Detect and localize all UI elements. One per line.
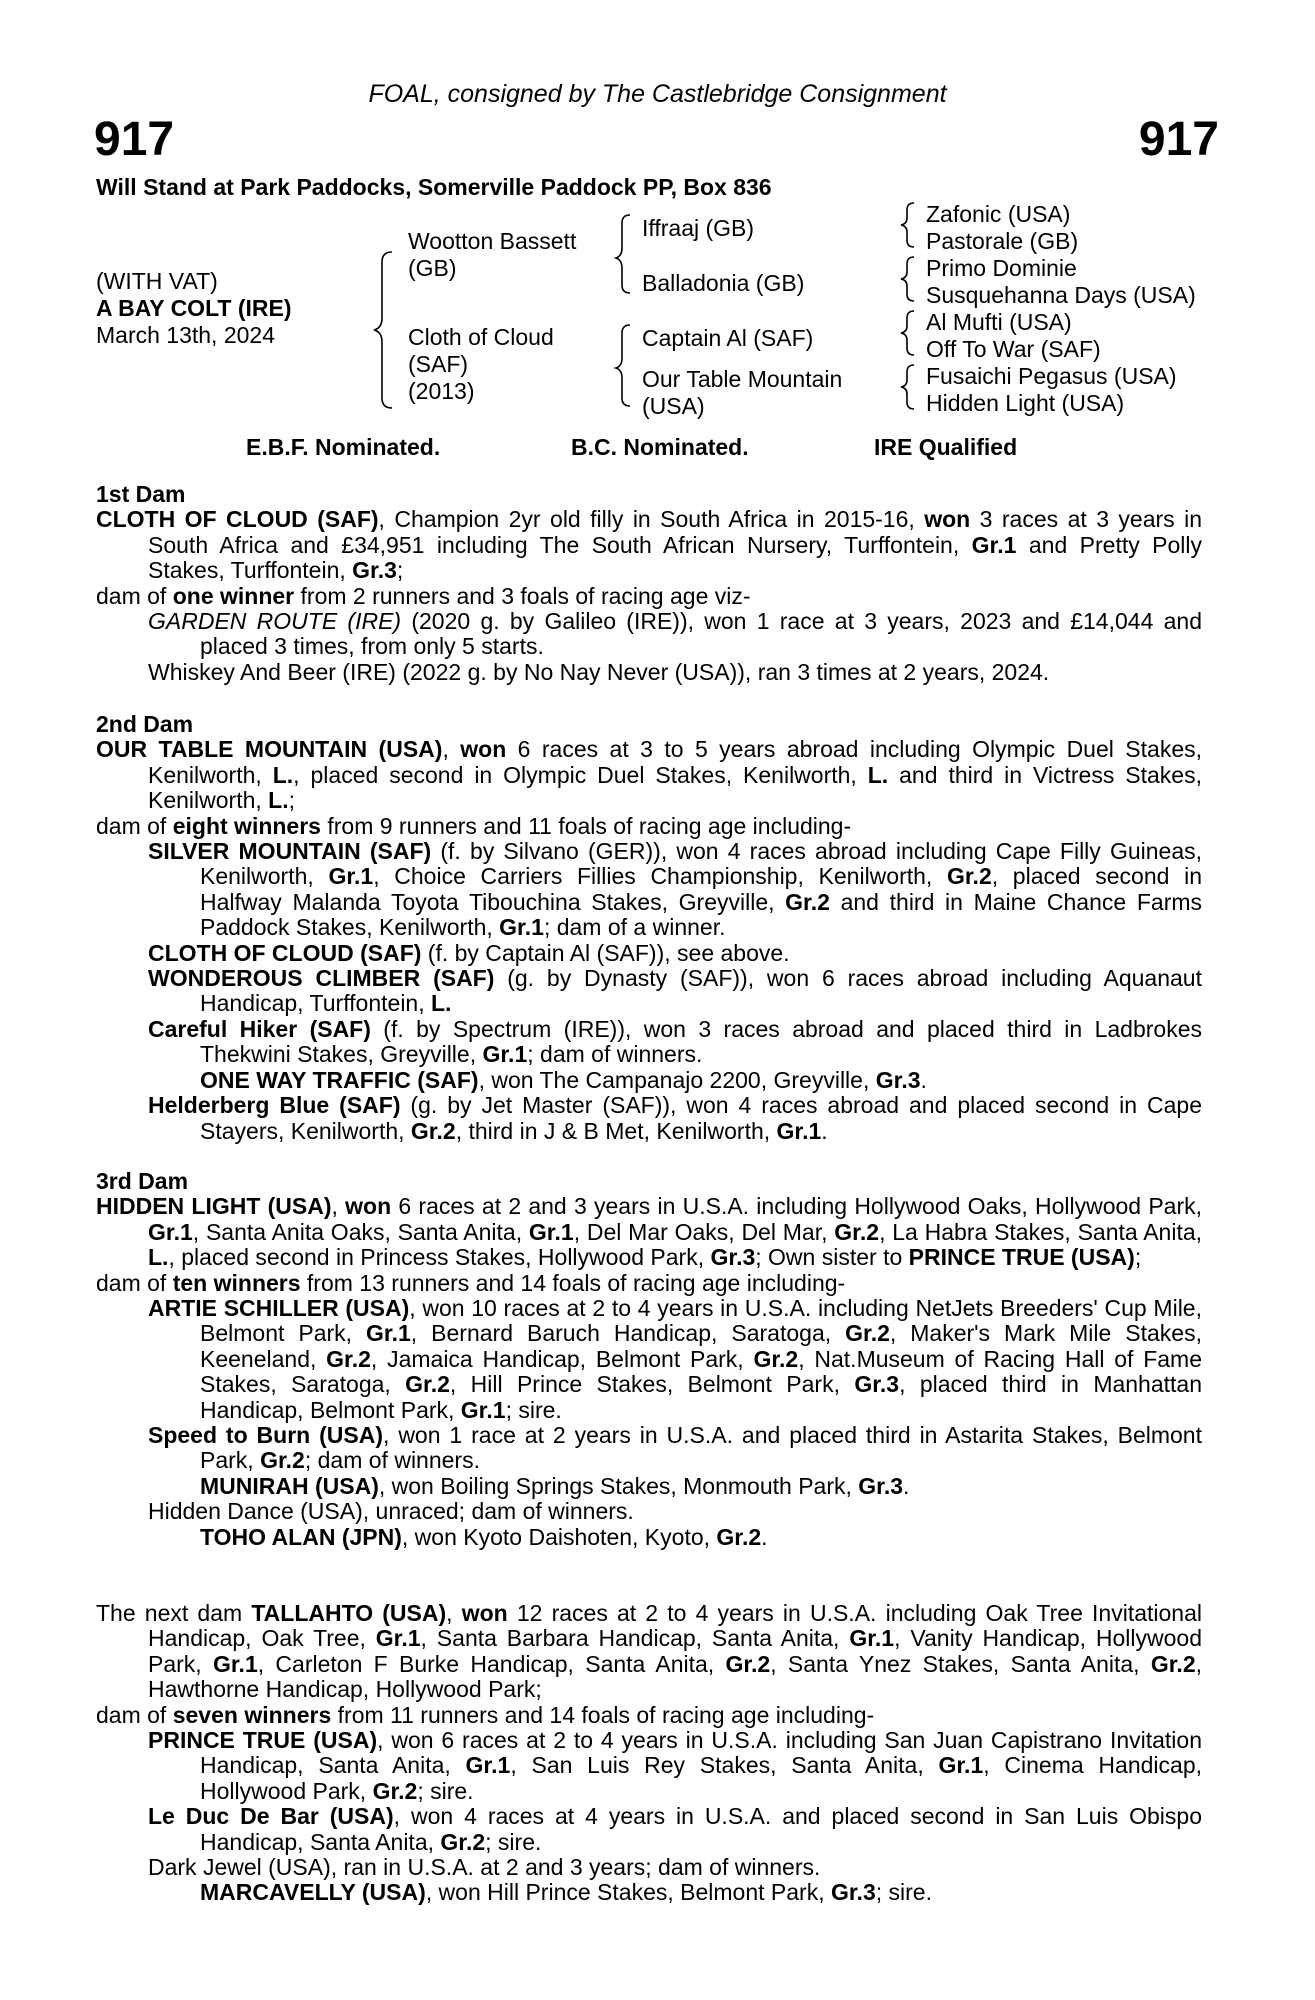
stand-location: Will Stand at Park Paddocks, Somerville Paddock PP, Box 836 [96,174,772,200]
progeny-sub-entry: TOHO ALAN (JPN), won Kyoto Daishoten, Kyoto, Gr.2. [200,1523,768,1550]
ggp-2: Pastorale (GB) [926,228,1079,254]
progeny-entry: Hidden Dance (USA), unraced; dam of winners. [148,1498,634,1525]
progeny-sub-entry: MUNIRAH (USA), won Boiling Springs Stakes, Monmouth Park, Gr.3. [200,1472,910,1499]
dam-name: Cloth of Cloud [408,324,554,350]
third-dam-section [96,1169,1202,1550]
lot-number-right: 917 [1138,113,1219,166]
consignment-line: FOAL, consigned by The Castlebridge Consignment [368,80,947,108]
dam-of-line: dam of ten winners from 13 runners and 14 foals of racing age including- [96,1269,846,1296]
progeny-sub-entry: MARCAVELLY (USA), won Hill Prince Stakes, Belmont Park, Gr.3; sire. [200,1879,932,1906]
dam-record: HIDDEN LIGHT (USA), won 6 races at 2 and 3 years in U.S.A. including Hollywood Oaks, Hollywood Park, Gr.1, Santa Anita Oaks, Santa Anita, Gr.1, Del Mar Oaks, Del Mar, Gr.2, La Habra Stakes, Santa Anita, L., placed second in Princess Stakes, Hollywood Park, Gr.3; Own sister to PRINCE TRUE (USA); [96,1193,1203,1271]
progeny-entry: Speed to Burn (USA), won 1 race at 2 years in U.S.A. and placed third in Astarita Stakes, Belmont Park, Gr.2; dam of winners. [148,1422,1202,1474]
dam-of-line: dam of eight winners from 9 runners and 11 foals of racing age including- [96,812,852,839]
ggp-4: Susquehanna Days (USA) [926,282,1196,308]
progeny-entry: ARTIE SCHILLER (USA), won 10 races at 2 to 4 years in U.S.A. including NetJets Breeders' Cup Mile, Belmont Park, Gr.1, Bernard Baruch Handicap, Saratoga, Gr.2, Maker's Mark Mile Stakes, Keeneland, Gr.2, Jamaica Handicap, Belmont Park, Gr.2, Nat.Museum of Racing Hall of Fame Stakes, Saratoga, Gr.2, Hill Prince Stakes, Belmont Park, Gr.3, placed third in Manhattan Handicap, Belmont Park, Gr.1; sire. [148,1295,1203,1423]
fourth-dam-section [96,1601,1202,1906]
horse-name: A BAY COLT (IRE) [96,295,292,321]
progeny-entry: Le Duc De Bar (USA), won 4 races at 4 years in U.S.A. and placed second in San Luis Obispo Handicap, Santa Anita, Gr.2; sire. [148,1803,1203,1855]
ebf-nomination: E.B.F. Nominated. [246,434,441,460]
progeny-entry: Dark Jewel (USA), ran in U.S.A. at 2 and 3 years; dam of winners. [148,1854,821,1881]
section-heading: 1st Dam [96,481,186,507]
sire-country: (GB) [408,255,457,281]
dam-record: CLOTH OF CLOUD (SAF), Champion 2yr old filly in South Africa in 2015-16, won 3 races at 3 years in South Africa and £34,951 including The South African Nursery, Turffontein, Gr.1 and Pretty Polly Stakes, Turffontein, Gr.3; [96,506,1203,584]
progeny-entry: Helderberg Blue (SAF) (g. by Jet Master (SAF)), won 4 races abroad and placed second in Cape Stayers, Kenilworth, Gr.2, third in J & B Met, Kenilworth, Gr.1. [148,1092,1202,1144]
ggp-8: Hidden Light (USA) [926,390,1125,416]
progeny-entry: GARDEN ROUTE (IRE) (2020 g. by Galileo (IRE)), won 1 race at 3 years, 2023 and £14,044 and placed 3 times, from only 5 starts. [148,608,1203,660]
dam-record: The next dam TALLAHTO (USA), won 12 races at 2 to 4 years in U.S.A. including Oak Tree Invitational Handicap, Oak Tree, Gr.1, Santa Barbara Handicap, Santa Anita, Gr.1, Vanity Handicap, Hollywood Park, Gr.1, Carleton F Burke Handicap, Santa Anita, Gr.2, Santa Ynez Stakes, Santa Anita, Gr.2, Hawthorne Handicap, Hollywood Park; [96,1600,1203,1703]
ggp-3: Primo Dominie [926,255,1077,281]
dam-year: (2013) [408,378,475,404]
progeny-entry: PRINCE TRUE (USA), won 6 races at 2 to 4 years in U.S.A. including San Juan Capistrano Invitation Handicap, Santa Anita, Gr.1, San Luis Rey Stakes, Santa Anita, Gr.1, Cinema Handicap, Hollywood Park, Gr.2; sire. [148,1727,1203,1804]
dam-of-line: dam of seven winners from 11 runners and 14 foals of racing age including- [96,1701,875,1728]
dam-dam-name: Our Table Mountain [642,366,843,392]
lot-number-left: 917 [94,113,175,166]
horse-dob: March 13th, 2024 [96,322,276,348]
progeny-entry: Careful Hiker (SAF) (f. by Spectrum (IRE)), won 3 races abroad and placed third in Ladbrokes Thekwini Stakes, Greyville, Gr.1; dam of winners. [148,1015,1203,1068]
section-heading: 3rd Dam [96,1168,189,1194]
dam-record: OUR TABLE MOUNTAIN (USA), won 6 races at 3 to 5 years abroad including Olympic Duel Stakes, Kenilworth, L., placed second in Olympic Duel Stakes, Kenilworth, L. and third in Victress Stakes, Kenilworth, L.; [96,736,1202,814]
ire-qualified: IRE Qualified [874,434,1018,460]
first-dam-section [96,482,1202,685]
vat-note: (WITH VAT) [96,268,218,294]
progeny-entry: CLOTH OF CLOUD (SAF) (f. by Captain Al (SAF)), see above. [148,939,790,966]
ggp-1: Zafonic (USA) [926,201,1071,227]
dam-sire: Captain Al (SAF) [642,325,814,351]
progeny-entry: Whiskey And Beer (IRE) (2022 g. by No Nay Never (USA)), ran 3 times at 2 years, 2024. [148,658,1050,685]
ggp-7: Fusaichi Pegasus (USA) [926,363,1177,389]
second-dam-section [96,712,1202,1144]
sire-dam: Balladonia (GB) [642,270,805,296]
section-heading: 2nd Dam [96,711,194,737]
progeny-entry: SILVER MOUNTAIN (SAF) (f. by Silvano (GER)), won 4 races abroad including Cape Filly Guineas, Kenilworth, Gr.1, Choice Carriers Fillies Championship, Kenilworth, Gr.2, placed second in Halfway Malanda Toyota Tibouchina Stakes, Greyville, Gr.2 and third in Maine Chance Farms Paddock Stakes, Kenilworth, Gr.1; dam of a winner. [148,838,1203,941]
dam-dam-country: (USA) [642,393,705,419]
sire-name: Wootton Bassett [408,228,577,254]
dam-of-line: dam of one winner from 2 runners and 3 foals of racing age viz- [96,582,751,609]
ggp-5: Al Mufti (USA) [926,309,1072,335]
progeny-entry: WONDEROUS CLIMBER (SAF) (g. by Dynasty (SAF)), won 6 races abroad including Aquanaut Handicap, Turffontein, L. [148,965,1202,1017]
progeny-sub-entry: ONE WAY TRAFFIC (SAF), won The Campanajo 2200, Greyville, Gr.3. [200,1066,927,1093]
dam-country: (SAF) [408,351,469,377]
sire-sire: Iffraaj (GB) [642,215,755,241]
bc-nomination: B.C. Nominated. [571,434,749,460]
ggp-6: Off To War (SAF) [926,336,1101,362]
